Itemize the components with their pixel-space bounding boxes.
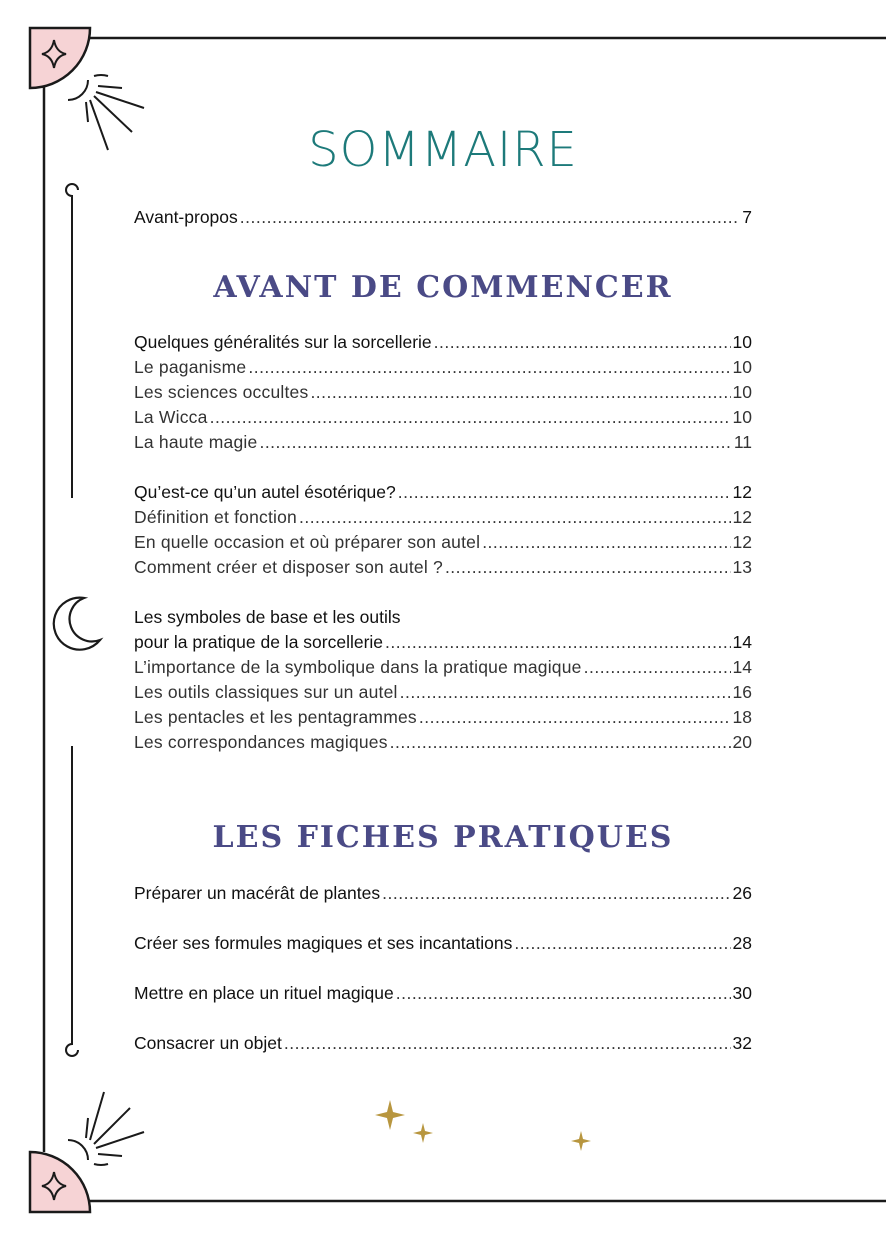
section-title: LES FICHES PRATIQUES — [212, 820, 674, 855]
toc-group-symboles — [134, 605, 752, 755]
toc-fiche — [134, 981, 752, 1006]
toc-group-generalites — [134, 330, 752, 455]
toc-entry: Comment créer et disposer son autel ? ..... 13 — [134, 555, 752, 580]
sunburst-icon — [68, 1092, 144, 1165]
toc-entry: La haute magie ..... 11 — [134, 430, 752, 455]
toc-entry: Les pentacles et les pentagrammes ..... 18 — [134, 705, 752, 730]
toc-group-autel — [134, 480, 752, 580]
toc-entry: Quelques généralités sur la sorcellerie ..... 10 — [134, 330, 752, 355]
toc-fiche — [134, 1031, 752, 1056]
corner-bottom-left — [30, 1152, 90, 1212]
toc-entry: Les outils classiques sur un autel ..... 16 — [134, 680, 752, 705]
toc-entry: Avant-propos ..... 7 — [134, 205, 752, 230]
toc-entry: En quelle occasion et où préparer son autel ..... 12 — [134, 530, 752, 555]
crescent-moon-icon — [54, 598, 100, 650]
toc-entry: La Wicca ..... 10 — [134, 405, 752, 430]
toc-entry-heading: Les symboles de base et les outils — [134, 607, 401, 627]
toc-entry: Qu’est-ce qu’un autel ésotérique? ..... 12 — [134, 480, 752, 505]
toc-entry: Le paganisme ..... 10 — [134, 355, 752, 380]
toc-entry: Les sciences occultes ..... 10 — [134, 380, 752, 405]
toc-entry: Mettre en place un rituel magique ..... 30 — [134, 981, 752, 1006]
toc-entry: pour la pratique de la sorcellerie ..... 14 — [134, 630, 752, 655]
toc-fiche — [134, 881, 752, 906]
toc-entry: Créer ses formules magiques et ses incantations ..... 28 — [134, 931, 752, 956]
toc-fiche — [134, 931, 752, 956]
toc-entry: L’importance de la symbolique dans la pratique magique ..... 14 — [134, 655, 752, 680]
toc-entry: Définition et fonction ..... 12 — [134, 505, 752, 530]
star-icon — [375, 1100, 591, 1151]
toc-intro — [134, 205, 752, 230]
toc-entry: Les correspondances magiques ..... 20 — [134, 730, 752, 755]
page-title: SOMMAIRE — [308, 122, 578, 178]
toc-entry: Consacrer un objet ..... 32 — [134, 1031, 752, 1056]
toc-entry: Préparer un macérât de plantes ..... 26 — [134, 881, 752, 906]
corner-top-left — [30, 28, 90, 88]
section-title: AVANT DE COMMENCER — [213, 270, 673, 305]
